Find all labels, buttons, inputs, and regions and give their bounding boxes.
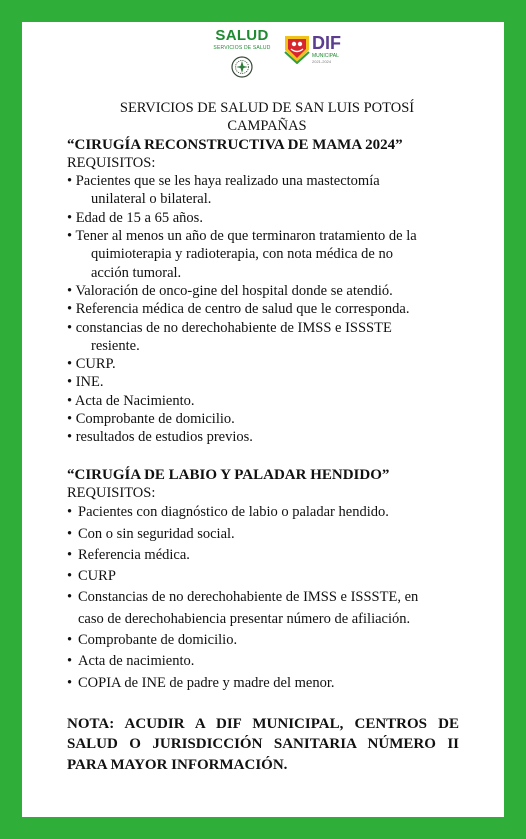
list-item-text: • resultados de estudios previos. — [67, 429, 253, 446]
campaign1-title: “CIRUGÍA RECONSTRUCTIVA DE MAMA 2024” — [67, 136, 403, 153]
campaign2-title: “CIRUGÍA DE LABIO Y PALADAR HENDIDO” — [67, 466, 390, 483]
info-note: NOTA: ACUDIR A DIF MUNICIPAL, CENTROS DE SALUD O JURISDICCIÓN SANITARIA NÚMERO II PARA MAYOR INFORMACIÓN. — [67, 715, 459, 773]
flyer-content — [67, 99, 497, 775]
list-item — [67, 524, 497, 545]
list-item-text: • constancias de no derechohabiente de IMSS e ISSSTE — [67, 319, 392, 336]
list-item — [67, 282, 497, 300]
salud-logo-subtitle: SERVICIOS DE SALUD — [213, 45, 271, 51]
list-item — [67, 587, 497, 630]
dif-logo-text: DIF — [312, 33, 341, 53]
list-item — [67, 428, 497, 446]
list-item-text: Acta de nacimiento. — [78, 653, 195, 670]
state-seal-icon — [231, 56, 253, 78]
list-item — [67, 172, 497, 209]
list-item-text: • Valoración de onco-gine del hospital donde se atendió. — [67, 282, 393, 299]
campaign2-list — [67, 502, 497, 694]
dif-logo — [282, 28, 346, 72]
campaign2-requirements-label: REQUISITOS: — [67, 484, 156, 501]
list-item-text-continued: quimioterapia y radioterapia, con nota médica de no — [91, 246, 393, 263]
campaign1-list — [67, 172, 497, 446]
list-item-text: Referencia médica. — [78, 546, 190, 563]
dif-heart-icon — [282, 30, 312, 64]
header-line-1: SERVICIOS DE SALUD DE SAN LUIS POTOSÍ — [119, 100, 415, 116]
bullet-icon: • — [67, 632, 73, 649]
bullet-icon: • — [67, 674, 73, 691]
bullet-icon: • — [67, 568, 73, 585]
list-item — [67, 355, 497, 373]
list-item — [67, 319, 497, 356]
salud-logo — [208, 28, 276, 83]
bullet-icon: • — [67, 546, 73, 563]
list-item-text-continued: acción tumoral. — [91, 264, 182, 281]
list-item-text: • Referencia médica de centro de salud que le corresponda. — [67, 301, 410, 318]
list-item — [67, 651, 497, 672]
list-item-text: Comprobante de domicilio. — [78, 632, 238, 649]
list-item-text: • INE. — [67, 374, 104, 391]
dif-logo-years: 2021-2024 — [312, 59, 332, 64]
list-item-text: Constancias de no derechohabiente de IMSS e ISSSTE, en — [78, 589, 419, 606]
list-item — [67, 566, 497, 587]
list-item-text: Con o sin seguridad social. — [78, 525, 235, 542]
list-item-text: Pacientes con diagnóstico de labio o paladar hendido. — [78, 504, 389, 521]
list-item — [67, 227, 497, 282]
list-item-text: CURP — [78, 568, 116, 585]
list-item-text: • CURP. — [67, 356, 116, 373]
salud-logo-text: SALUD — [215, 27, 269, 44]
list-item — [67, 300, 497, 318]
list-item-text: • Tener al menos un año de que terminaron tratamiento de la — [67, 228, 417, 245]
section-spacer — [67, 447, 497, 466]
list-item-text-continued: unilateral o bilateral. — [91, 191, 212, 208]
list-item — [67, 545, 497, 566]
header-line-2: CAMPAÑAS — [227, 118, 307, 135]
list-item — [67, 392, 497, 410]
list-item-text-continued: caso de derechohabiencia presentar número de afiliación. — [78, 610, 411, 627]
flyer-card — [22, 22, 504, 817]
list-item — [67, 209, 497, 227]
list-item-text: • Edad de 15 a 65 años. — [67, 209, 203, 226]
list-item-text-continued: resiente. — [91, 337, 140, 354]
list-item-text: • Pacientes que se les haya realizado una mastectomía — [67, 173, 380, 190]
logos-header — [22, 22, 504, 94]
bullet-icon: • — [67, 525, 73, 542]
bullet-icon: • — [67, 504, 73, 521]
dif-logo-subtitle: MUNICIPAL — [312, 53, 339, 59]
list-item-text: • Acta de Nacimiento. — [67, 392, 195, 409]
list-item — [67, 373, 497, 391]
list-item — [67, 630, 497, 651]
list-item — [67, 410, 497, 428]
list-item-text: • Comprobante de domicilio. — [67, 411, 235, 428]
list-item — [67, 673, 497, 694]
bullet-icon: • — [67, 589, 73, 606]
list-item — [67, 502, 497, 523]
campaign1-requirements-label: REQUISITOS: — [67, 154, 156, 171]
list-item-text: COPIA de INE de padre y madre del menor. — [78, 674, 335, 691]
bullet-icon: • — [67, 653, 73, 670]
